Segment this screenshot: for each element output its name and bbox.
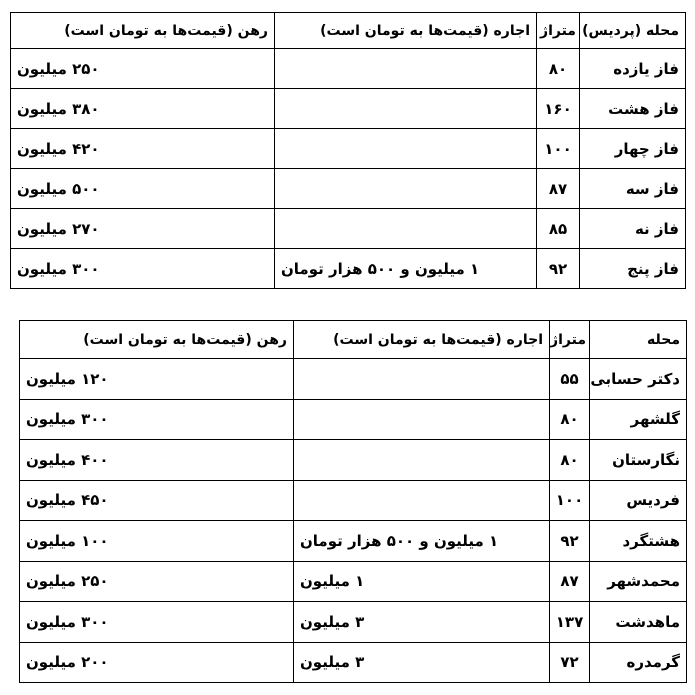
cell-size: ۸۵ [537,209,580,249]
cell-area: گرمدره [590,642,687,683]
cell-area: فاز نه [580,209,686,249]
cell-rent: ۳ میلیون [294,642,550,683]
cell-area: فاز هشت [580,89,686,129]
header-size: متراژ [537,13,580,49]
neighborhood-table-body [20,321,687,683]
cell-area: ماهدشت [590,602,687,643]
cell-rent: ۳ میلیون [294,602,550,643]
cell-deposit: ۳۰۰ میلیون [20,602,294,643]
cell-area: دکتر حسابی [590,359,687,400]
table-row [20,440,687,481]
cell-deposit: ۲۵۰ میلیون [11,49,275,89]
cell-size: ۹۲ [550,521,590,562]
table-row [20,480,687,521]
cell-area: محمدشهر [590,561,687,602]
table-row [11,49,686,89]
cell-area: هشتگرد [590,521,687,562]
pardis-table-body [11,13,686,289]
cell-size: ۱۰۰ [550,480,590,521]
table-header-row [11,13,686,49]
cell-rent [275,89,537,129]
cell-area: نگارستان [590,440,687,481]
cell-deposit: ۲۰۰ میلیون [20,642,294,683]
cell-deposit: ۱۲۰ میلیون [20,359,294,400]
cell-size: ۱۶۰ [537,89,580,129]
pardis-price-table [10,12,686,289]
cell-size: ۵۵ [550,359,590,400]
table-row [20,399,687,440]
table-row [20,642,687,683]
table-header-row [20,321,687,359]
cell-deposit: ۳۸۰ میلیون [11,89,275,129]
cell-rent [275,209,537,249]
cell-deposit: ۵۰۰ میلیون [11,169,275,209]
table-row [20,602,687,643]
cell-size: ۷۲ [550,642,590,683]
cell-deposit: ۲۵۰ میلیون [20,561,294,602]
cell-size: ۸۰ [537,49,580,89]
cell-rent [275,49,537,89]
cell-rent: ۱ میلیون و ۵۰۰ هزار تومان [275,249,537,289]
header-rent: اجاره (قیمت‌ها به تومان است) [294,321,550,359]
cell-deposit: ۲۷۰ میلیون [11,209,275,249]
cell-deposit: ۳۰۰ میلیون [20,399,294,440]
cell-size: ۸۷ [550,561,590,602]
cell-deposit: ۴۵۰ میلیون [20,480,294,521]
cell-area: فاز پنج [580,249,686,289]
cell-area: گلشهر [590,399,687,440]
cell-size: ۱۳۷ [550,602,590,643]
cell-size: ۱۰۰ [537,129,580,169]
header-deposit: رهن (قیمت‌ها به تومان است) [11,13,275,49]
table-row [20,521,687,562]
cell-rent: ۱ میلیون و ۵۰۰ هزار تومان [294,521,550,562]
header-size: متراژ [550,321,590,359]
table-row [11,129,686,169]
table-row [20,561,687,602]
neighborhood-price-table [19,320,687,683]
cell-size: ۸۰ [550,399,590,440]
cell-deposit: ۴۰۰ میلیون [20,440,294,481]
cell-size: ۸۷ [537,169,580,209]
cell-rent [294,399,550,440]
cell-rent [294,480,550,521]
header-area: محله (پردیس) [580,13,686,49]
table-row [11,169,686,209]
cell-rent [275,169,537,209]
header-area: محله [590,321,687,359]
cell-rent: ۱ میلیون [294,561,550,602]
cell-deposit: ۱۰۰ میلیون [20,521,294,562]
table-row [11,249,686,289]
cell-area: فاز یازده [580,49,686,89]
header-rent: اجاره (قیمت‌ها به تومان است) [275,13,537,49]
cell-area: فردیس [590,480,687,521]
table-row [11,89,686,129]
cell-rent [294,440,550,481]
header-deposit: رهن (قیمت‌ها به تومان است) [20,321,294,359]
cell-area: فاز چهار [580,129,686,169]
cell-deposit: ۴۲۰ میلیون [11,129,275,169]
cell-size: ۹۲ [537,249,580,289]
table-row [20,359,687,400]
cell-area: فاز سه [580,169,686,209]
cell-rent [275,129,537,169]
cell-size: ۸۰ [550,440,590,481]
table-row [11,209,686,249]
cell-deposit: ۳۰۰ میلیون [11,249,275,289]
cell-rent [294,359,550,400]
